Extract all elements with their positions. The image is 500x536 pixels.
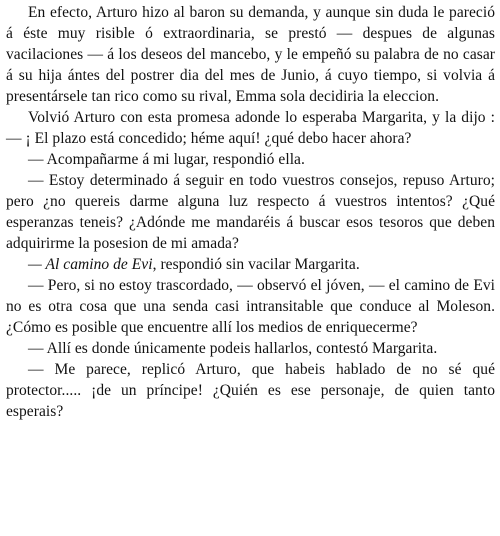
paragraph-rest: , respondió sin vacilar Margarita.: [152, 256, 360, 273]
paragraph: — Estoy determinado á seguir en todo vuestros consejos, repuso Arturo; pero ¿no quereis darme alguna luz respecto á vuestros intentos? ¿Qué esperanzas teneis? ¿Adónde me mandaréis á buscar esos tesoros que deben adquirirme la posesion de mi amada?: [6, 172, 495, 252]
body-text: [6, 2, 495, 422]
paragraph: [6, 254, 495, 275]
paragraph: — Me parece, replicó Arturo, que habeis hablado de no sé qué protector..... ¡de un príncipe! ¿Quién es ese personaje, de quien tanto esperais?: [6, 361, 495, 420]
paragraph: — Acompañarme á mi lugar, respondió ella.: [28, 151, 305, 168]
paragraph: Volvió Arturo con esta promesa adonde lo esperaba Margarita, y la dijo : — ¡ El plazo está concedido; héme aquí! ¿qué debo hacer ahora?: [6, 109, 495, 147]
paragraph: — Pero, si no estoy trascordado, — observó el jóven, — el camino de Evi no es otra cosa que una senda casi intransitable que conduce al Moleson. ¿Cómo es posible que encuentre allí los medios de enriquecerme?: [6, 277, 495, 336]
paragraph: En efecto, Arturo hizo al baron su demanda, y aunque sin duda le pareció á éste muy risible ó extraordinaria, se prestó — despues de algunas vacilaciones — á los deseos del mancebo, y le empeñó su palabra de no casar á su hija ántes del postrer dia del mes de Junio, á cuyo tiempo, si volvia á presentársele tan rico como su rival, Emma sola decidiria la eleccion.: [6, 4, 495, 105]
italic-phrase: — Al camino de Evi: [28, 256, 153, 273]
paragraph: — Allí es donde únicamente podeis hallarlos, contestó Margarita.: [28, 340, 438, 357]
